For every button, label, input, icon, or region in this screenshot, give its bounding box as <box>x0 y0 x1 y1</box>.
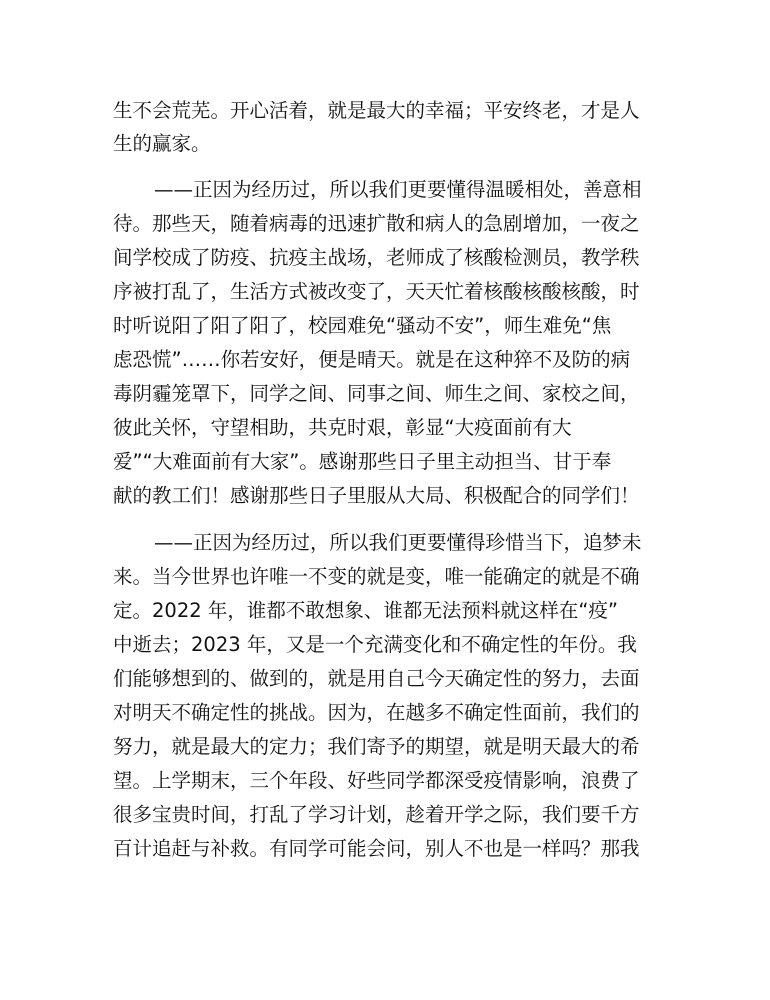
text-line: 献的教工们！感谢那些日子里服从大局、积极配合的同学们！ <box>113 484 640 507</box>
paragraph-first-line: ——正因为经历过，所以我们更要懂得温暖相处，善意相 <box>154 178 642 201</box>
text-line: 序被打乱了，生活方式被改变了，天天忙着核酸核酸核酸，时 <box>113 280 640 303</box>
text-line: 待。那些天，随着病毒的迅速扩散和病人的急剧增加，一夜之 <box>113 212 640 235</box>
text-line: 生的赢家。 <box>113 132 211 155</box>
text-line: 间学校成了防疫、抗疫主战场，老师成了核酸检测员，教学秩 <box>113 246 640 269</box>
text-line: 百计追赶与补救。有同学可能会问，别人不也是一样吗？那我 <box>113 837 640 860</box>
text-line: 定。2022 年，谁都不敢想象、谁都无法预料就这样在“疫” <box>113 599 619 622</box>
text-line: 时听说阳了阳了阳了，校园难免“骚动不安”，师生难免“焦 <box>113 314 612 337</box>
text-line: 中逝去；2023 年，又是一个充满变化和不确定性的年份。我 <box>113 633 637 656</box>
text-line: 生不会荒芜。开心活着，就是最大的幸福；平安终老，才是人 <box>113 99 640 122</box>
text-line: 对明天不确定性的挑战。因为，在越多不确定性面前，我们的 <box>113 701 640 724</box>
text-line: 爱”“大难面前有大家”。感谢那些日子里主动担当、甘于奉 <box>113 450 612 473</box>
text-line: 彼此关怀，守望相助，共克时艰，彰显“大疫面前有大 <box>113 416 572 439</box>
text-line: 很多宝贵时间，打乱了学习计划，趁着开学之际，我们要千方 <box>113 803 640 826</box>
text-line: 来。当今世界也许唯一不变的就是变，唯一能确定的就是不确 <box>113 565 640 588</box>
text-line: 毒阴霾笼罩下，同学之间、同事之间、师生之间、家校之间， <box>113 382 640 405</box>
text-line: 们能够想到的、做到的，就是用自己今天确定性的努力，去面 <box>113 667 640 690</box>
text-line: 望。上学期末，三个年段、好些同学都深受疫情影响，浪费了 <box>113 769 640 792</box>
text-line: 努力，就是最大的定力；我们寄予的期望，就是明天最大的希 <box>113 735 640 758</box>
paragraph-first-line: ——正因为经历过，所以我们更要懂得珍惜当下，追梦未 <box>154 531 642 554</box>
text-line: 虑恐慌”……你若安好，便是晴天。就是在这种猝不及防的病 <box>113 348 631 371</box>
